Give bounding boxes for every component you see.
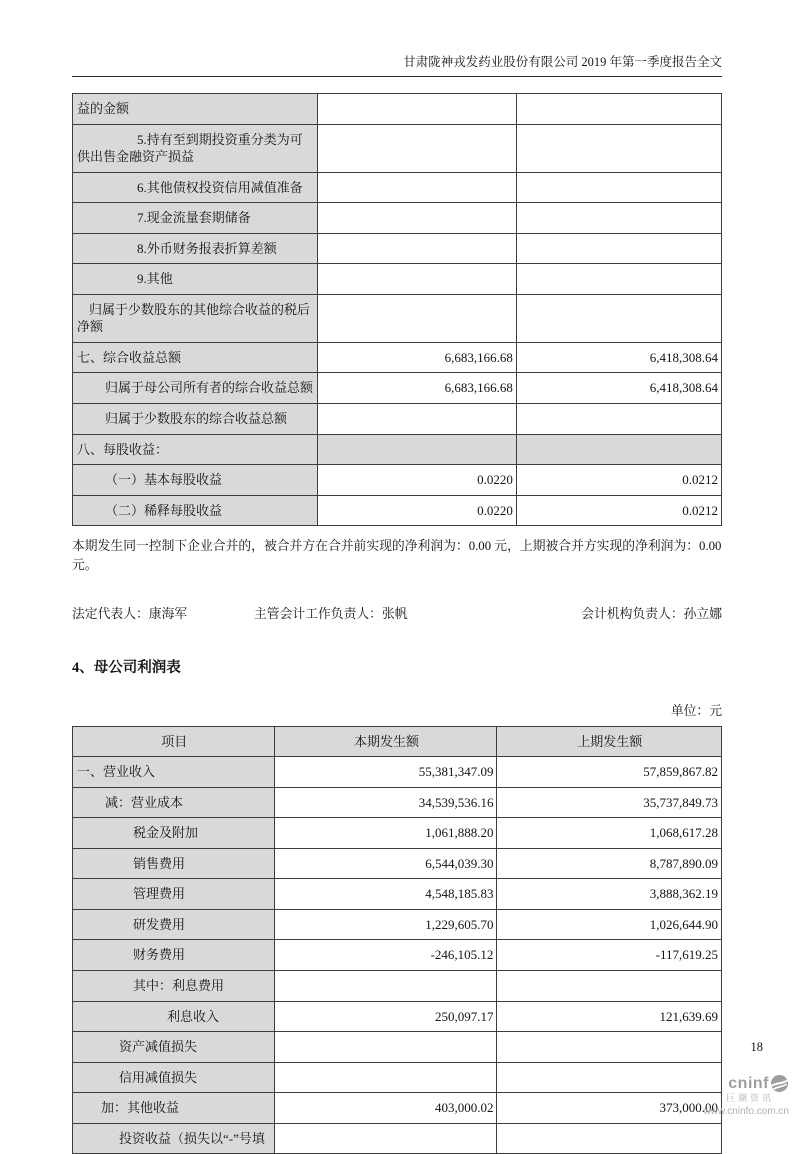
row-label: 益的金额 [73, 94, 318, 125]
value-current-period: 0.0220 [318, 495, 517, 526]
value-current-period: -246,105.12 [275, 940, 497, 971]
table-row [73, 1093, 722, 1124]
table-row [73, 787, 722, 818]
value-current-period: 1,061,888.20 [275, 818, 497, 849]
value-prior-period: 3,888,362.19 [497, 879, 722, 910]
row-label: 财务费用 [73, 940, 275, 971]
value-current-period [275, 1032, 497, 1063]
column-header-current-period: 本期发生额 [275, 726, 497, 757]
cninfo-swirl-icon [770, 1074, 789, 1093]
document-header [72, 0, 722, 77]
value-prior-period: 1,068,617.28 [497, 818, 722, 849]
value-current-period [318, 94, 517, 125]
value-prior-period [516, 203, 721, 234]
row-label: 归属于少数股东的综合收益总额 [73, 404, 318, 435]
value-prior-period [516, 124, 721, 172]
value-current-period [318, 434, 517, 465]
row-label: 利息收入 [73, 1001, 275, 1032]
value-current-period [318, 264, 517, 295]
row-label: 八、每股收益： [73, 434, 318, 465]
table-row [73, 465, 722, 496]
table-row [73, 172, 722, 203]
table-row [73, 404, 722, 435]
table-row [73, 294, 722, 342]
column-header-item: 项目 [73, 726, 275, 757]
value-prior-period [516, 172, 721, 203]
table-row [73, 203, 722, 234]
table-row [73, 1032, 722, 1063]
value-prior-period: 373,000.00 [497, 1093, 722, 1124]
row-label: 7.现金流量套期储备 [73, 203, 318, 234]
value-prior-period: 121,639.69 [497, 1001, 722, 1032]
value-current-period: 34,539,536.16 [275, 787, 497, 818]
row-label: 资产减值损失 [73, 1032, 275, 1063]
value-current-period: 4,548,185.83 [275, 879, 497, 910]
table-header-row [73, 726, 722, 757]
value-prior-period: 0.0212 [516, 465, 721, 496]
value-prior-period [516, 233, 721, 264]
row-label: 税金及附加 [73, 818, 275, 849]
page-number: 18 [750, 1040, 763, 1054]
table-row [73, 124, 722, 172]
table-row [73, 495, 722, 526]
parent-income-statement-table [72, 726, 722, 1154]
row-label: 5.持有至到期投资重分类为可供出售金融资产损益 [73, 124, 318, 172]
value-current-period [275, 970, 497, 1001]
value-current-period [275, 1123, 497, 1154]
column-header-prior-period: 上期发生额 [497, 726, 722, 757]
value-prior-period [516, 294, 721, 342]
value-current-period: 6,683,166.68 [318, 373, 517, 404]
value-current-period [318, 233, 517, 264]
table-row [73, 94, 722, 125]
value-current-period: 55,381,347.09 [275, 757, 497, 788]
row-label: 研发费用 [73, 909, 275, 940]
table-row [73, 909, 722, 940]
row-label: 信用减值损失 [73, 1062, 275, 1093]
value-current-period [318, 124, 517, 172]
value-prior-period [497, 1032, 722, 1063]
row-label: 销售费用 [73, 848, 275, 879]
value-current-period [275, 1062, 497, 1093]
row-label: 6.其他债权投资信用减值准备 [73, 172, 318, 203]
row-label: 其中：利息费用 [73, 970, 275, 1001]
section-heading: 4、母公司利润表 [72, 659, 181, 676]
value-prior-period [497, 1062, 722, 1093]
value-current-period: 0.0220 [318, 465, 517, 496]
row-label: （一）基本每股收益 [73, 465, 318, 496]
value-prior-period: 6,418,308.64 [516, 373, 721, 404]
table-row [73, 264, 722, 295]
row-label: 管理费用 [73, 879, 275, 910]
table-row [73, 373, 722, 404]
unit-label: 单位：元 [670, 703, 722, 718]
logo-chinese-name: 巨潮资讯 [725, 1093, 774, 1103]
value-prior-period: -117,619.25 [497, 940, 722, 971]
cninfo-logo [703, 1074, 789, 1117]
value-current-period: 403,000.02 [275, 1093, 497, 1124]
value-current-period: 6,683,166.68 [318, 342, 517, 373]
row-label: 一、营业收入 [73, 757, 275, 788]
row-label: 8.外币财务报表折算差额 [73, 233, 318, 264]
value-current-period: 1,229,605.70 [275, 909, 497, 940]
row-label: 归属于少数股东的其他综合收益的税后净额 [73, 294, 318, 342]
table-row [73, 434, 722, 465]
table-row [73, 879, 722, 910]
comprehensive-income-table [72, 93, 722, 526]
legal-representative: 法定代表人：康海军 [72, 606, 188, 621]
row-label: 归属于母公司所有者的综合收益总额 [73, 373, 318, 404]
value-current-period [318, 294, 517, 342]
value-prior-period: 1,026,644.90 [497, 909, 722, 940]
logo-brand-text: cninf [728, 1074, 769, 1092]
value-current-period [318, 172, 517, 203]
row-label: （二）稀释每股收益 [73, 495, 318, 526]
signatories-row [72, 603, 722, 622]
table-row [73, 818, 722, 849]
value-prior-period: 0.0212 [516, 495, 721, 526]
row-label: 减：营业成本 [73, 787, 275, 818]
table-row [73, 970, 722, 1001]
table-row [73, 1001, 722, 1032]
value-prior-period: 35,737,849.73 [497, 787, 722, 818]
logo-url: www.cninfo.com.cn [703, 1105, 789, 1117]
value-prior-period [516, 434, 721, 465]
value-prior-period: 57,859,867.82 [497, 757, 722, 788]
chief-accountant: 主管会计工作负责人：张帆 [254, 606, 408, 621]
value-prior-period [516, 404, 721, 435]
value-prior-period: 8,787,890.09 [497, 848, 722, 879]
value-prior-period [516, 264, 721, 295]
value-current-period [318, 404, 517, 435]
row-label: 七、综合收益总额 [73, 342, 318, 373]
table-row [73, 342, 722, 373]
row-label: 投资收益（损失以“-”号填 [73, 1123, 275, 1154]
value-prior-period: 6,418,308.64 [516, 342, 721, 373]
value-current-period [318, 203, 517, 234]
table-row [73, 757, 722, 788]
value-prior-period [516, 94, 721, 125]
row-label: 加：其他收益 [73, 1093, 275, 1124]
table-row [73, 848, 722, 879]
value-prior-period [497, 1123, 722, 1154]
table-row [73, 940, 722, 971]
value-current-period: 6,544,039.30 [275, 848, 497, 879]
value-prior-period [497, 970, 722, 1001]
header-title: 甘肃陇神戎发药业股份有限公司 2019 年第一季度报告全文 [403, 55, 722, 69]
value-current-period: 250,097.17 [275, 1001, 497, 1032]
row-label: 9.其他 [73, 264, 318, 295]
table-row [73, 1123, 722, 1154]
merger-note: 本期发生同一控制下企业合并的，被合并方在合并前实现的净利润为：0.00 元，上期被合并方实现的净利润为：0.00 元。 [72, 539, 722, 573]
table-row [73, 233, 722, 264]
accounting-department-head: 会计机构负责人：孙立娜 [581, 606, 722, 621]
table-row [73, 1062, 722, 1093]
